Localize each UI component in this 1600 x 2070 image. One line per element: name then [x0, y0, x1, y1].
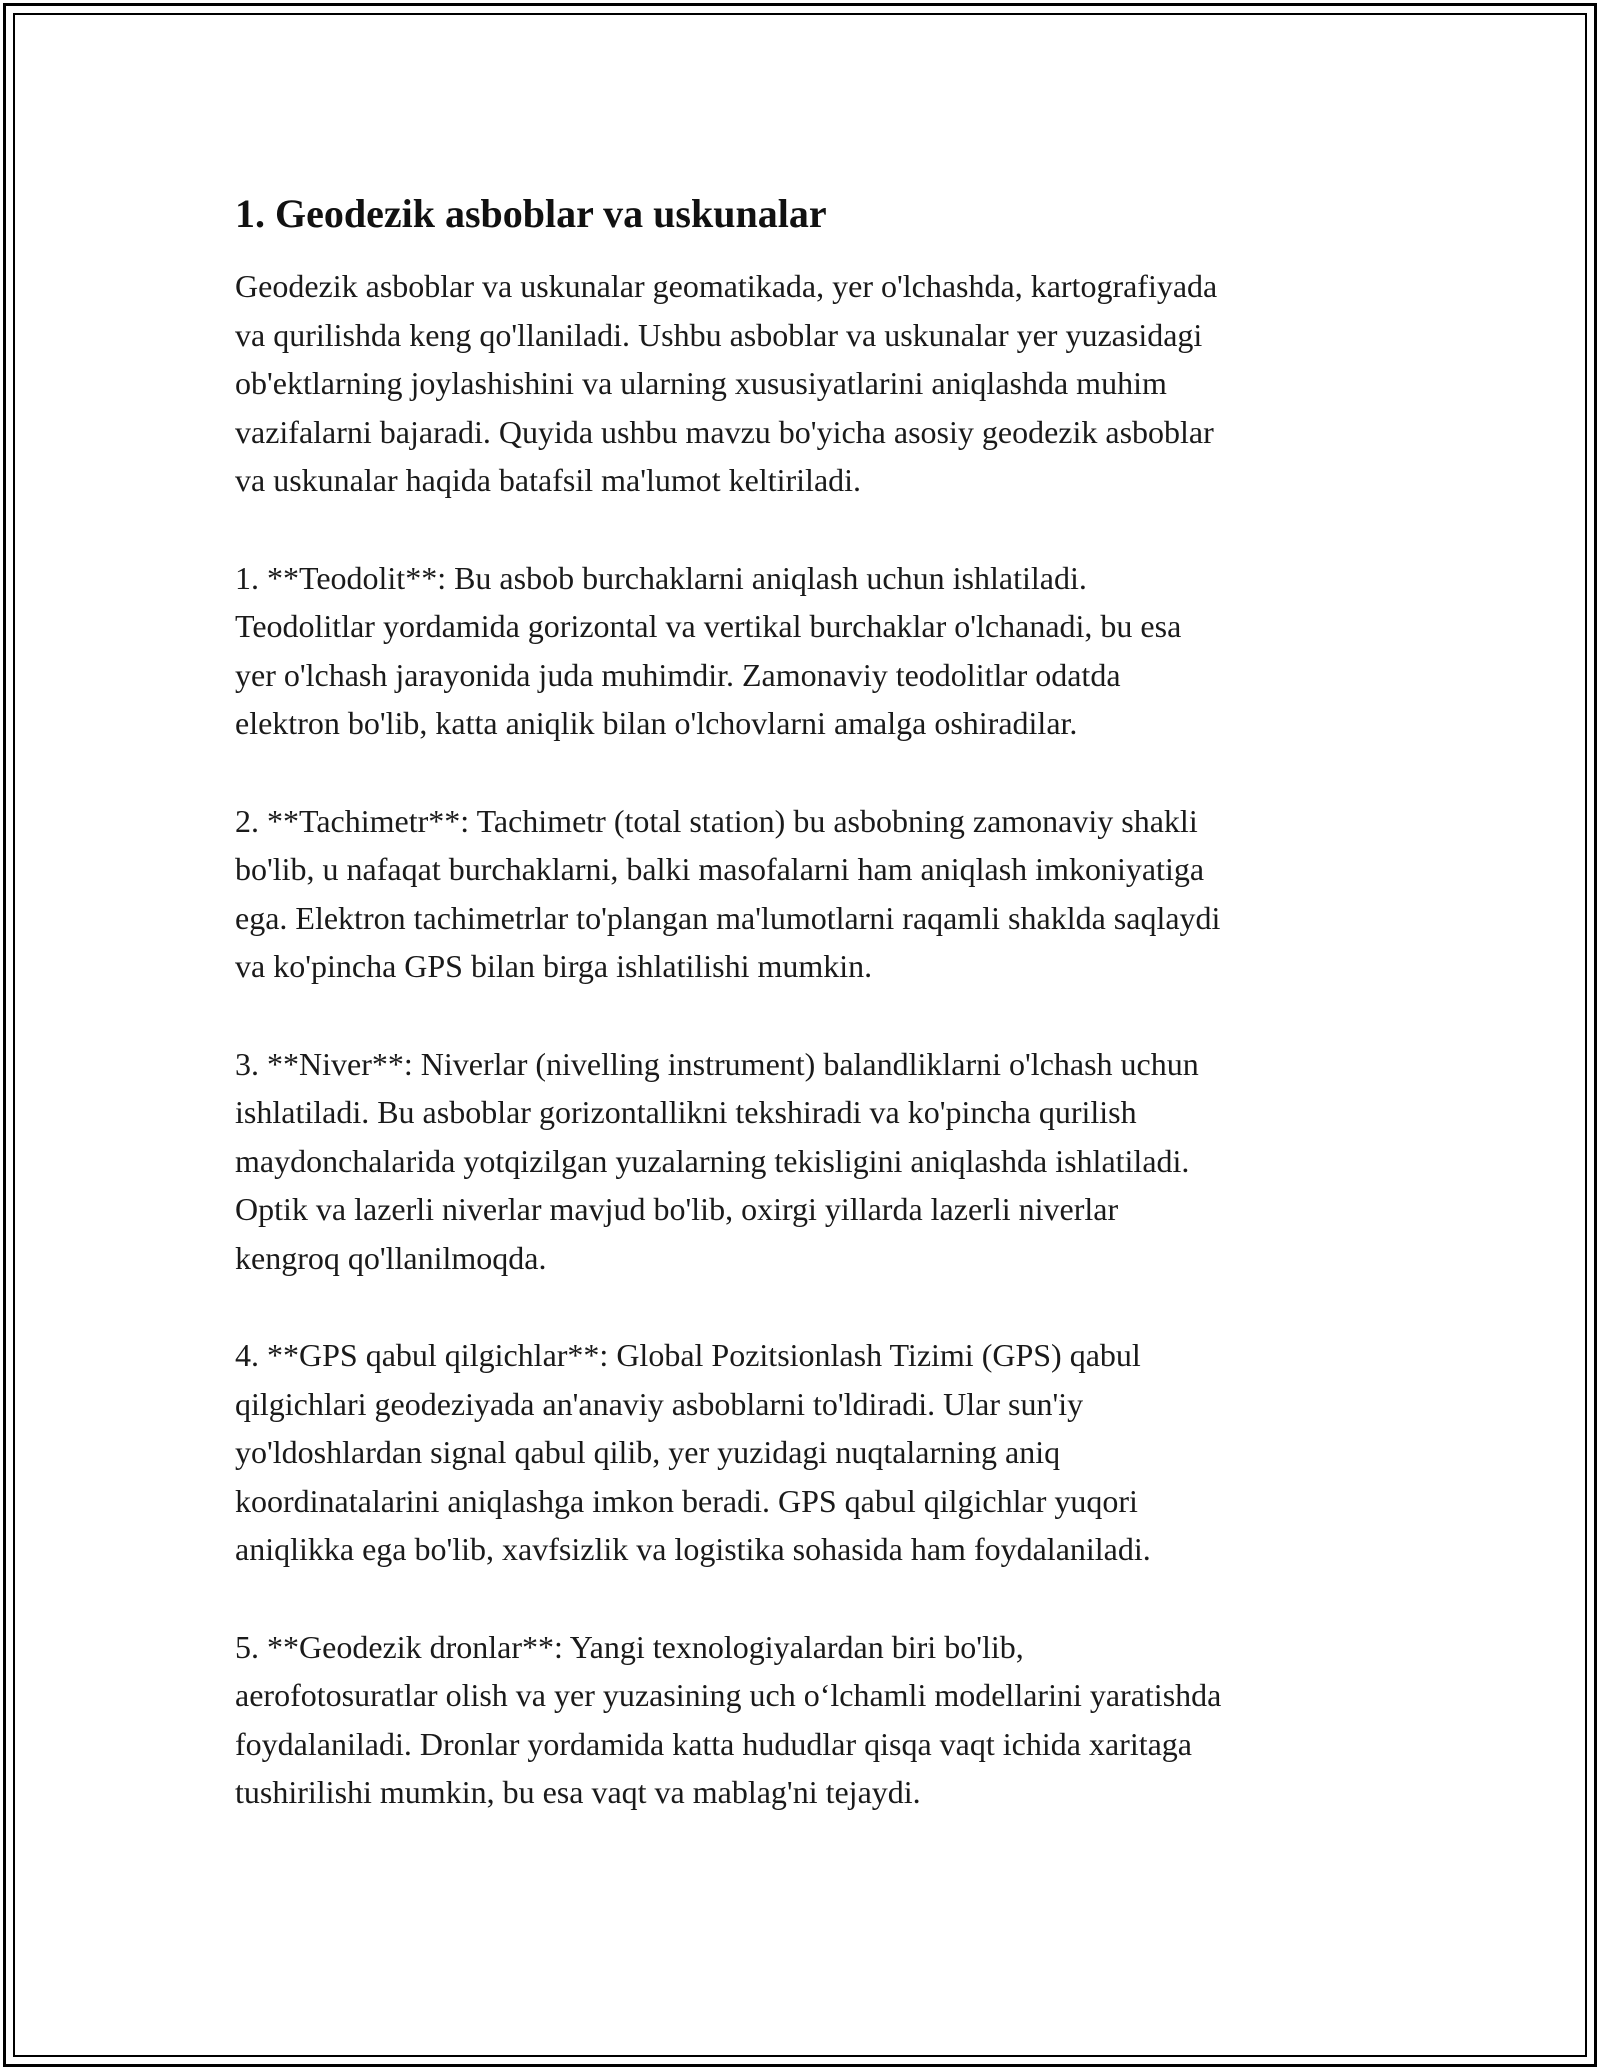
text-line: Teodolitlar yordamida gorizontal va vertikal burchaklar o'lchanadi, bu esa [235, 608, 1182, 644]
text-line: 1. **Teodolit**: Bu asbob burchaklarni aniqlash uchun ishlatiladi. [235, 559, 1087, 596]
text-line: ega. Elektron tachimetrlar to'plangan ma'lumotlarni raqamli shaklda saqlaydi [235, 899, 1221, 936]
text-line: yer o'lchash jarayonida juda muhimdir. Zamonaviy teodolitlar odatda [235, 656, 1121, 693]
text-line: va qurilishda keng qo'llaniladi. Ushbu asboblar va uskunalar yer yuzasidagi [235, 316, 1203, 353]
text-line: elektron bo'lib, katta aniqlik bilan o'lchovlarni amalga oshiradilar. [235, 705, 1078, 741]
text-line: qilgichlari geodeziyada an'anaviy asboblarni to'ldiradi. Ular sun'iy [235, 1385, 1084, 1422]
text-line: yo'ldoshlardan signal qabul qilib, yer yuzidagi nuqtalarning aniq [235, 1434, 1061, 1470]
paragraph-list [235, 262, 1385, 1817]
paragraph-5 [235, 1331, 1385, 1574]
paragraph-4 [235, 1040, 1385, 1283]
text-line: 2. **Tachimetr**: Tachimetr (total station) bu asbobning zamonaviy shakli [235, 802, 1198, 839]
text-line: tushirilishi mumkin, bu esa vaqt va mablag'ni tejaydi. [235, 1774, 921, 1810]
text-line: 3. **Niver**: Niverlar (nivelling instrument) balandliklarni o'lchash uchun [235, 1045, 1199, 1082]
text-line: vazifalarni bajaradi. Quyida ushbu mavzu bo'yicha asosiy geodezik asboblar [235, 413, 1214, 450]
text-line: va uskunalar haqida batafsil ma'lumot keltiriladi. [235, 462, 862, 498]
text-line: Geodezik asboblar va uskunalar geomatikada, yer o'lchashda, kartografiyada [235, 268, 1218, 304]
text-line: maydonchalarida yotqizilgan yuzalarning tekisligini aniqlashda ishlatiladi. [235, 1142, 1190, 1179]
paragraph-2 [235, 554, 1385, 748]
text-line: koordinatalarini aniqlashga imkon beradi. GPS qabul qilgichlar yuqori [235, 1482, 1138, 1519]
text-line: ob'ektlarning joylashishini va ularning xususiyatlarini aniqlashda muhim [235, 365, 1167, 401]
paragraph-6 [235, 1623, 1385, 1817]
text-line: 5. **Geodezik dronlar**: Yangi texnologiyalardan biri bo'lib, [235, 1628, 1024, 1665]
text-line: aerofotosuratlar olish va yer yuzasining uch o‘lchamli modellarini yaratishda [235, 1677, 1222, 1713]
paragraph-1 [235, 262, 1385, 505]
text-line: ishlatiladi. Bu asboblar gorizontallikni tekshiradi va ko'pincha qurilish [235, 1094, 1137, 1130]
text-line: foydalaniladi. Dronlar yordamida katta hududlar qisqa vaqt ichida xaritaga [235, 1725, 1192, 1762]
text-line: 4. **GPS qabul qilgichlar**: Global Pozitsionlash Tizimi (GPS) qabul [235, 1337, 1141, 1373]
document-body [235, 186, 1385, 1866]
page-title: 1. Geodezik asboblar va uskunalar [235, 191, 827, 236]
paragraph-3 [235, 797, 1385, 991]
text-line: bo'lib, u nafaqat burchaklarni, balki masofalarni ham aniqlash imkoniyatiga [235, 851, 1205, 887]
text-line: kengroq qo'llanilmoqda. [235, 1239, 547, 1276]
text-line: aniqlikka ega bo'lib, xavfsizlik va logistika sohasida ham foydalaniladi. [235, 1531, 1151, 1567]
text-line: Optik va lazerli niverlar mavjud bo'lib, oxirgi yillarda lazerli niverlar [235, 1191, 1119, 1227]
text-line: va ko'pincha GPS bilan birga ishlatilishi mumkin. [235, 948, 873, 984]
